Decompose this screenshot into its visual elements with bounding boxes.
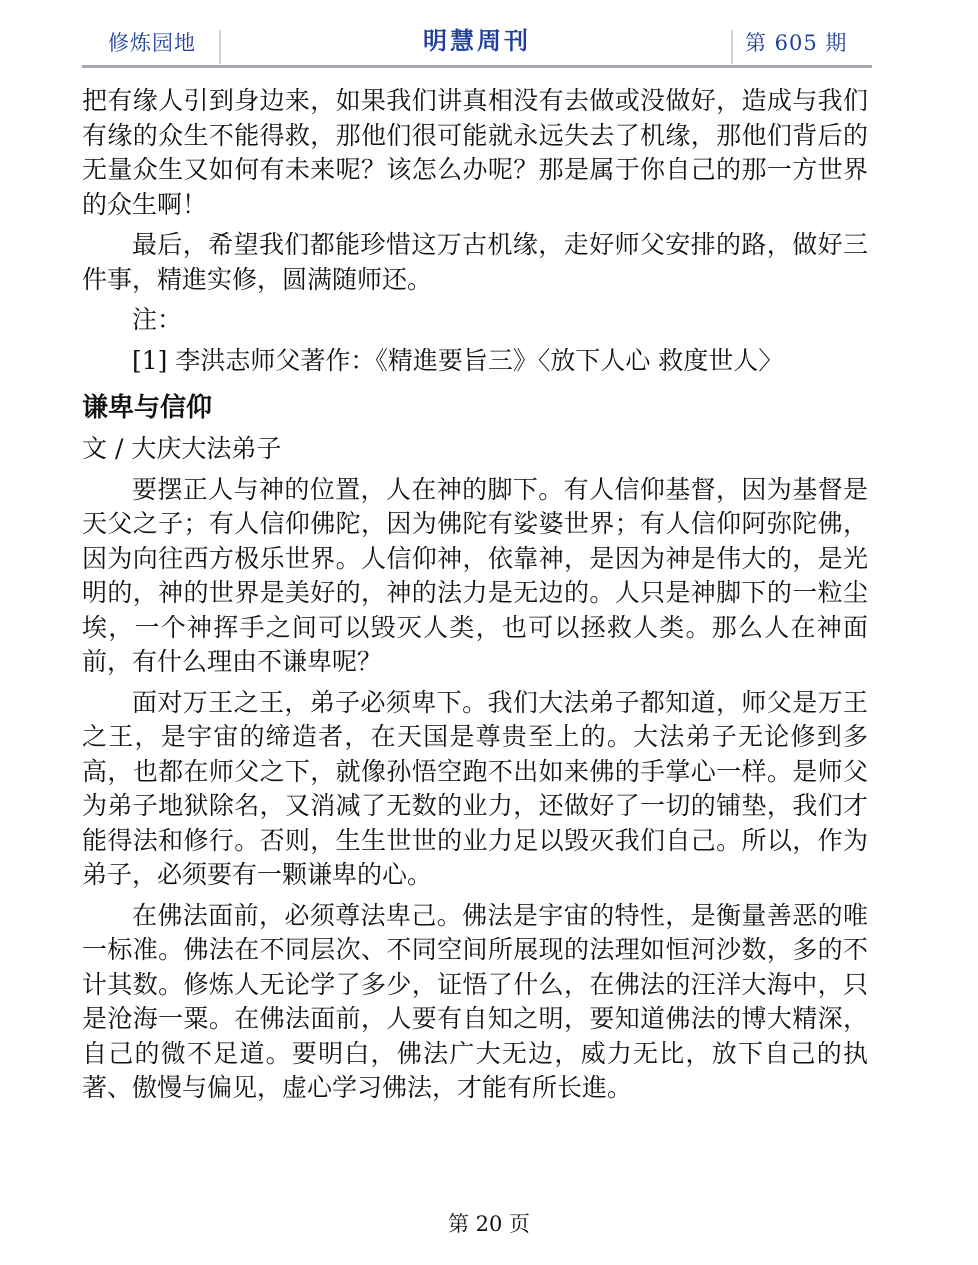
article1-paragraph-2: 最后，希望我们都能珍惜这万古机缘，走好师父安排的路，做好三件事，精進实修，圆满随师还。 <box>82 230 868 294</box>
article2-paragraph-3: 在佛法面前，必须尊法卑己。佛法是宇宙的特性，是衡量善恶的唯一标准。佛法在不同层次、不同空间所展现的法理如恒河沙数，多的不计其数。修炼人无论学了多少，证悟了什么，在佛法的汪洋大海中，只是沧海一粟。在佛法面前，人要有自知之明，要知道佛法的博大精深，自己的微不足道。要明白，佛法广大无边，威力无比，放下自己的执著、傲慢与偏见，虚心学习佛法，才能有所长進。 <box>82 900 868 1102</box>
article1-paragraph-1: 把有缘人引到身边来，如果我们讲真相没有去做或没做好，造成与我们有缘的众生不能得救，那他们很可能就永远失去了机缘，那他们背后的无量众生又如何有未来呢？该怎么办呢？那是属于你自己的那一方世界的众生啊！ <box>82 86 868 219</box>
header-divider-right <box>731 30 733 64</box>
article2-title: 谦卑与信仰 <box>82 393 213 423</box>
article2-byline: 文 / 大庆大法弟子 <box>82 434 282 463</box>
article2-paragraph-2: 面对万王之王，弟子必须卑下。我们大法弟子都知道，师父是万王之王，是宇宙的缔造者，在天国是尊贵至上的。大法弟子无论修到多高，也都在师父之下，就像孙悟空跑不出如来佛的手掌心一样。是师父为弟子地狱除名，又消减了无数的业力，还做好了一切的铺垫，我们才能得法和修行。否则，生生世世的业力足以毁灭我们自己。所以，作为弟子，必须要有一颗谦卑的心。 <box>82 687 868 889</box>
page-header <box>82 24 872 68</box>
page-content <box>82 84 868 1106</box>
header-section-label: 修炼园地 <box>108 31 196 55</box>
article1-note-label: 注： <box>132 305 183 334</box>
header-publication-title: 明慧周刊 <box>423 26 531 55</box>
article2-paragraph-1: 要摆正人与神的位置，人在神的脚下。有人信仰基督，因为基督是天父之子；有人信仰佛陀，因为佛陀有娑婆世界；有人信仰阿弥陀佛，因为向往西方极乐世界。人信仰神，依靠神，是因为神是伟大的，是光明的，神的世界是美好的，神的法力是无边的。人只是神脚下的一粒尘埃，一个神挥手之间可以毁灭人类，也可以拯救人类。那么人在神面前，有什么理由不谦卑呢？ <box>82 474 868 676</box>
header-rule <box>82 65 872 68</box>
article1-footnote: [1] 李洪志师父著作：《精進要旨三》〈放下人心 救度世人〉 <box>132 345 784 375</box>
page-number: 第 20 页 <box>447 1212 531 1236</box>
header-issue-number: 第 605 期 <box>745 31 848 55</box>
